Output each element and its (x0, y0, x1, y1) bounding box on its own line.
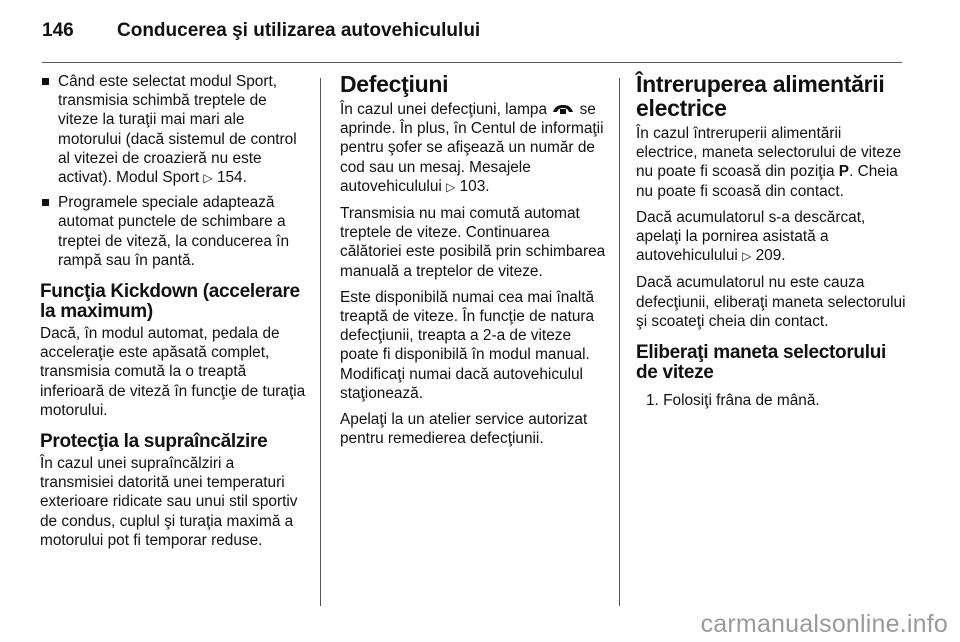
column-2 (340, 72, 606, 455)
faults-paragraph-1 (340, 100, 606, 197)
page-reference: 154. (216, 169, 247, 187)
page-reference-icon: ▷ (203, 171, 213, 186)
kickdown-section (40, 282, 308, 420)
column-1 (40, 72, 308, 557)
power-paragraph-2 (636, 208, 906, 267)
kickdown-heading: Funcţia Kickdown (accelerare la maximum) (40, 281, 300, 323)
column-divider-2 (619, 78, 620, 606)
faults-paragraph-3: Este disponibilă numai cea mai înaltă treaptă de viteze. În funcţie de natura defecţiunii, treapta a 2-a de viteze poate fi disponibilă în modul manual. Modificaţi numai dacă autovehiculul staţionează. (340, 288, 595, 402)
power-paragraph-1 (636, 124, 906, 201)
faults-heading: Defecţiuni (340, 71, 449, 97)
faults-text: se aprinde. În plus, în Centul de informaţii pentru şofer se afişează un număr de cod sau un mesaj. Mesajele autovehiculului (340, 101, 604, 195)
transmission-warning-lamp-icon (551, 101, 575, 113)
power-text: Dacă acumulatorul s-a descărcat, apelaţi la pornirea asistată a autovehiculului (636, 208, 866, 265)
faults-paragraph-2: Transmisia nu mai comută automat treptele de viteze. Continuarea călătoriei este posibilă prin schimbarea manuală a treptelor de viteze. (340, 205, 606, 280)
selector-position-p: P (838, 163, 850, 181)
overheat-section (40, 432, 308, 550)
page-reference: 209. (755, 247, 786, 265)
page-reference-icon: ▷ (742, 249, 752, 264)
release-section (636, 343, 906, 410)
overheat-body: În cazul unei supraîncălziri a transmisiei datorită unei temperaturi exterioare ridicate sau unui stil sportiv de condus, cuplul şi turaţia maximă a motorului pot fi temporar reduse. (40, 455, 298, 549)
page-reference: 103. (459, 177, 490, 195)
watermark: carmanualsonline.info (700, 610, 948, 638)
bullet-item (40, 72, 308, 188)
faults-text: În cazul unei defecţiuni, lampa (340, 101, 548, 118)
power-interruption-heading: Întreruperea alimentării electrice (636, 71, 885, 121)
kickdown-body: Dacă, în modul automat, pedala de acceleraţie este apăsată complet, transmisia comută la o treaptă inferioară de viteză în funcţie de turaţia motorului. (40, 325, 306, 419)
page-reference-icon: ▷ (446, 179, 456, 194)
bullet-text: Când este selectat modul Sport, transmisia schimbă treptele de viteze la turaţii mai mari ale motorului (dacă sistemul de control al vitezei de croazieră nu este activat). Modul Sport (58, 73, 297, 187)
steps-list (646, 391, 906, 410)
bullet-text: Programele speciale adaptează automat punctele de schimbare a treptei de viteză, la conducerea în rampă sau în pantă. (58, 194, 290, 269)
step-item: 1. Folosiţi frâna de mână. (646, 392, 820, 410)
power-text: În cazul întreruperii alimentării electrice, maneta selectorului de viteze nu poate fi scoasă din poziţia (636, 125, 902, 181)
bullet-item (40, 193, 308, 270)
power-paragraph-3: Dacă acumulatorul nu este cauza defecţiunii, eliberaţi maneta selectorului şi scoateţi cheia din contact. (636, 274, 906, 330)
header-rule (42, 62, 902, 63)
release-heading: Eliberaţi maneta selectorului de viteze (636, 342, 886, 384)
overheat-heading: Protecţia la supraîncălzire (40, 431, 268, 453)
column-divider-1 (320, 78, 321, 606)
power-text: . Cheia nu poate fi scoasă din contact. (636, 163, 898, 200)
faults-paragraph-4: Apelaţi la un atelier service autorizat pentru remedierea defecţiunii. (340, 411, 588, 448)
page-number: 146 (42, 20, 74, 41)
chapter-title: Conducerea şi utilizarea autovehiculului (117, 20, 481, 41)
page-header (42, 12, 902, 52)
column-3 (636, 72, 906, 414)
bullet-list (40, 72, 308, 270)
